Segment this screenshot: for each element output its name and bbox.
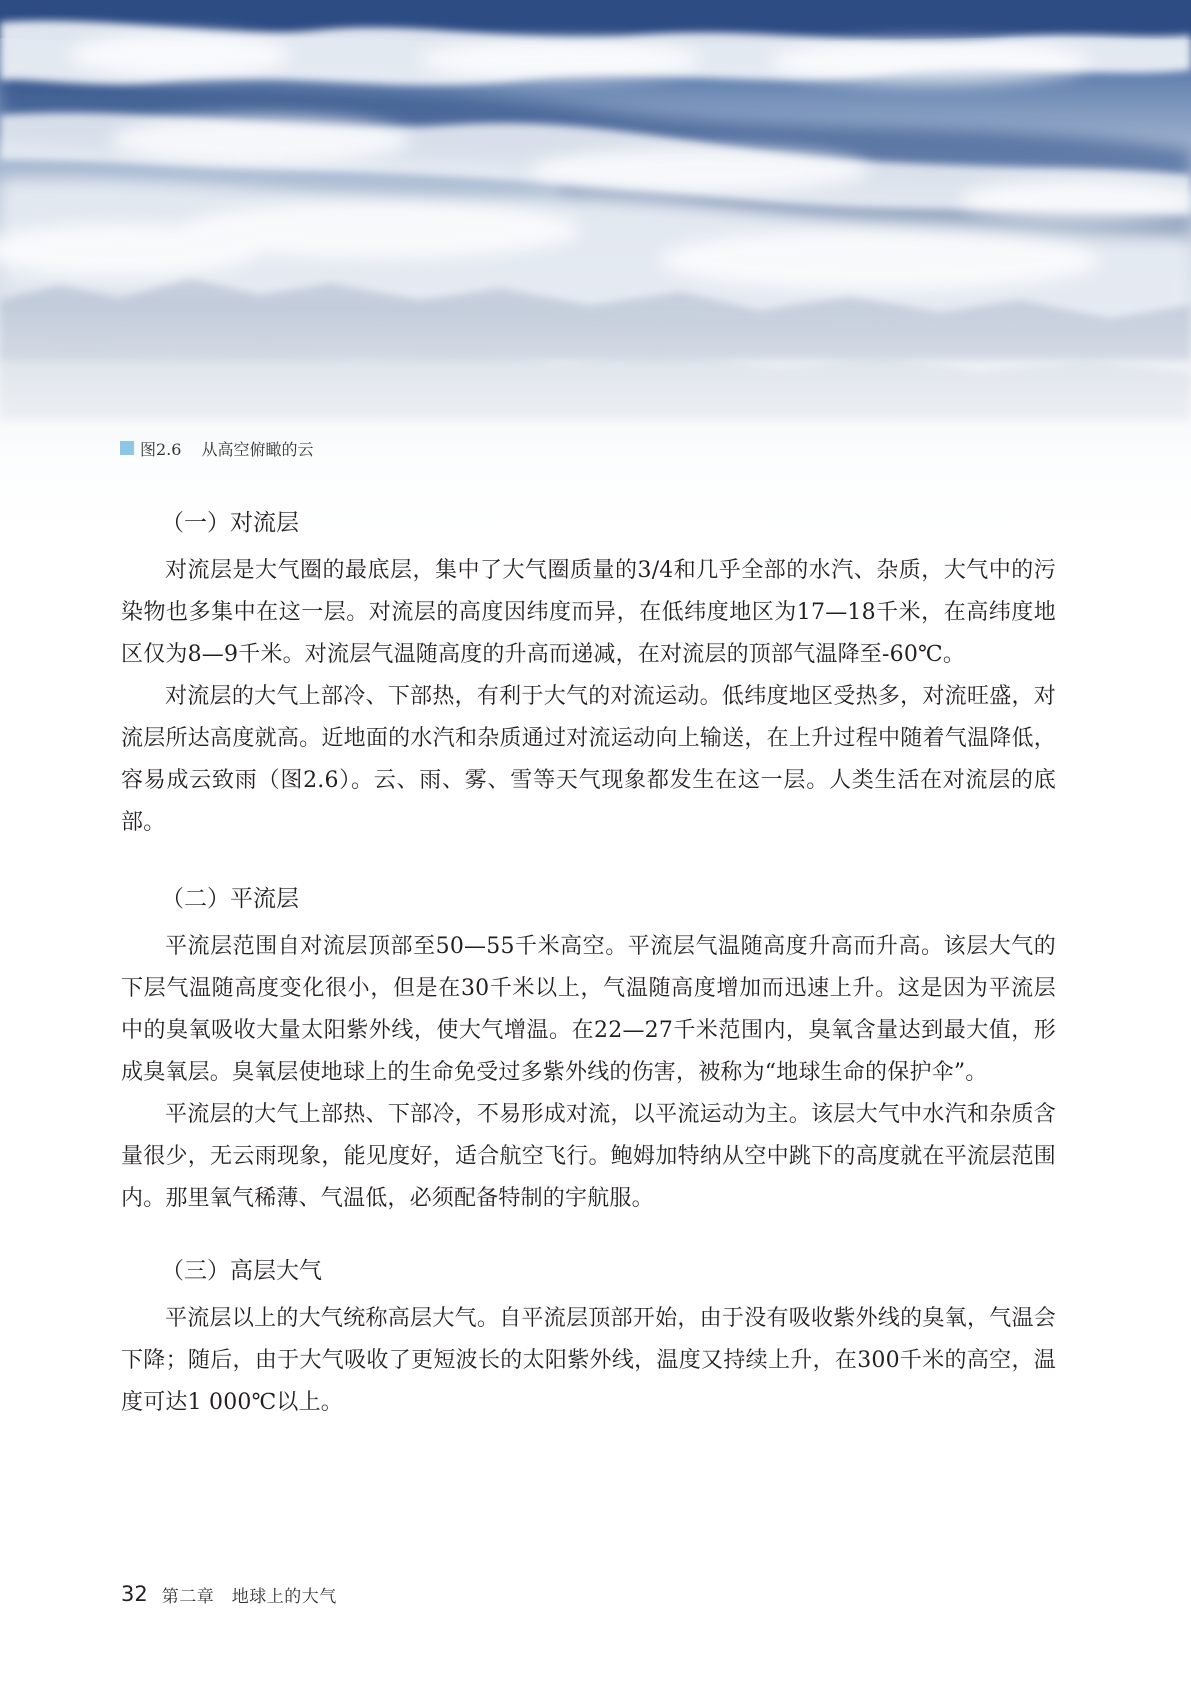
section-heading: （一）对流层: [161, 510, 299, 536]
section-heading: （二）平流层: [161, 886, 299, 912]
caption-marker: [120, 441, 134, 455]
figure-label: 图2.6: [140, 439, 182, 459]
section-heading: （三）高层大气: [161, 1258, 322, 1284]
figure-caption: [120, 434, 313, 462]
cloud-photo: [0, 0, 1191, 560]
paragraph: 对流层是大气圈的最底层，集中了大气圈质量的3/4和几乎全部的水汽、杂质，大气中的污染物也多集中在这一层。对流层的高度因纬度而异，在低纬度地区为17—18千米，在高纬度地区仅为8—9千米。对流层气温随高度的升高而递减，在对流层的顶部气温降至-60℃。: [121, 558, 1056, 667]
paragraph: 平流层范围自对流层顶部至50—55千米高空。平流层气温随高度升高而升高。该层大气的下层气温随高度变化很小，但是在30千米以上，气温随高度增加而迅速上升。这是因为平流层中的臭氧吸收大量太阳紫外线，使大气增温。在22—27千米范围内，臭氧含量达到最大值，形成臭氧层。臭氧层使地球上的生命免受过多紫外线的伤害，被称为“地球生命的保护伞”。: [121, 934, 1056, 1085]
chapter-title: 第二章 地球上的大气: [161, 1586, 337, 1607]
paragraph: 对流层的大气上部冷、下部热，有利于大气的对流运动。低纬度地区受热多，对流旺盛，对流层所达高度就高。近地面的水汽和杂质通过对流运动向上输送，在上升过程中随着气温降低，容易成云致雨（图2.6）。云、雨、雾、雪等天气现象都发生在这一层。人类生活在对流层的底部。: [121, 684, 1056, 835]
paragraph: 平流层的大气上部热、下部冷，不易形成对流，以平流运动为主。该层大气中水汽和杂质含量很少，无云雨现象，能见度好，适合航空飞行。鲍姆加特纳从空中跳下的高度就在平流层范围内。那里氧气稀薄、气温低，必须配备特制的宇航服。: [121, 1102, 1056, 1211]
page-footer: [121, 1580, 337, 1608]
article-body: [121, 508, 1056, 1424]
figure-title: 从高空俯瞰的云: [201, 439, 314, 459]
page-number: 32: [121, 1582, 148, 1606]
paragraph: 平流层以上的大气统称高层大气。自平流层顶部开始，由于没有吸收紫外线的臭氧，气温会下降；随后，由于大气吸收了更短波长的太阳紫外线，温度又持续上升，在300千米的高空，温度可达1 000℃以上。: [121, 1306, 1056, 1415]
